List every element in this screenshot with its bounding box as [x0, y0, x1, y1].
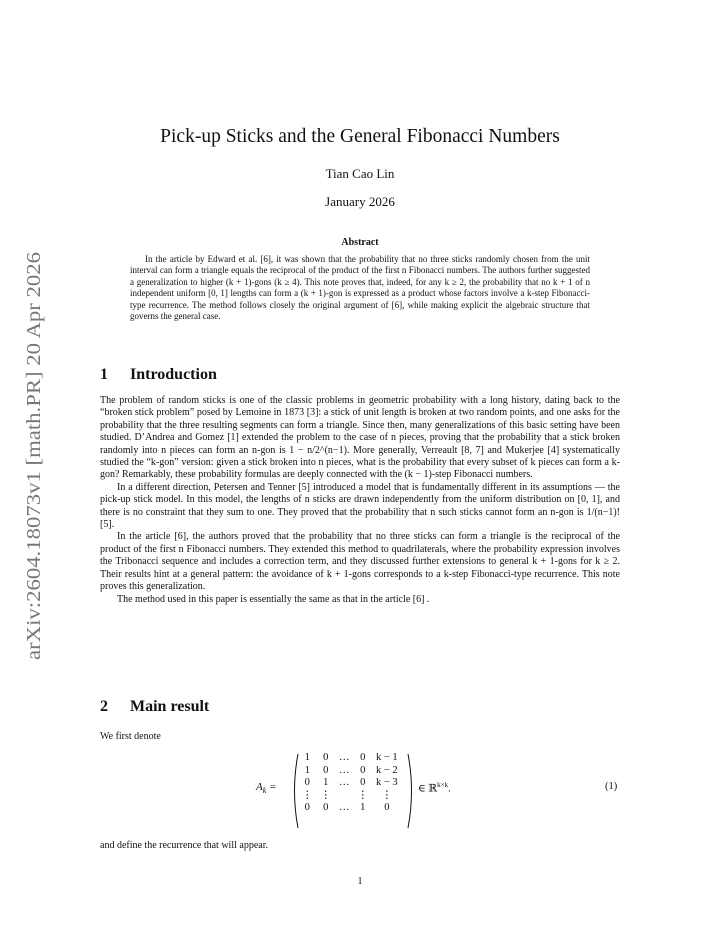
section-heading-main-result [100, 698, 209, 716]
denote-text: We first denote [100, 731, 161, 742]
intro-paragraph: In a different direction, Petersen and Tenner [5] introduced a model that is fundamentally different in its assumptions — the pick-up stick model. In this model, the lengths of n sticks are drawn independently from the uniform distribution on [0, 1], and there is no constraint that they sum to one. They proved that the probability that n such sticks cannot form an n-gon is 1/(n−1)! [5]. [100, 481, 620, 531]
matrix-cell: k − 2 [376, 764, 398, 776]
matrix-cell: 0 [304, 777, 310, 789]
matrix-cell: 0 [384, 802, 390, 814]
intro-paragraph: The problem of random sticks is one of the classic problems in geometric probability with a long history, dating back to the “broken stick problem” posed by Lemoine in 1873 [3]: a stick of unit length is broken at two random points, and one asks for the probability that the three resulting segments can form a triangle. Since then, many generalizations of this basic setting have been studied. D’Andrea and Gomez [1] extended the problem to the case of n pieces, proving that the probability that a stick broken randomly into n pieces can form an n-gon is 1 − n/2^(n−1). More generally, Verreault [8, 7] and Mukerjee [4] systematically studied the “k-gon” version: given a stick broken into n pieces, what is the probability that every subset of k pieces can form a k-gon? Remarkably, these probability formulas are deeply connected with the (k − 1)-step Fibonacci numbers. [100, 395, 620, 481]
abstract-heading: Abstract [341, 237, 379, 248]
matrix-cell: 0 [323, 802, 329, 814]
matrix-row [298, 765, 402, 778]
matrix-row [298, 790, 402, 803]
matrix-cell: 1 [304, 752, 310, 763]
intro-paragraph: In the article [6], the authors proved that the probability that no three sticks can form a triangle is the reciprocal of the product of the first n Fibonacci numbers. They extended this method to quadrilaterals, where the probability expression involves the Tribonacci sequence and includes a correction term, and they discussed further extensions to general k + 1-gons for k ≥ 2. Their results hint at a general pattern: the avoidance of k + 1-gons corresponds to a k-step Fibonacci-type recurrence. This note proves this generalization. [100, 531, 620, 593]
matrix-symbol: A [256, 781, 263, 793]
matrix-cell: ⋮ [320, 789, 331, 801]
matrix-cell: 0 [323, 764, 329, 776]
section-title: Introduction [130, 366, 217, 383]
author-name: Tian Cao Lin [325, 166, 395, 181]
introduction-body [100, 395, 620, 606]
abstract-body [130, 254, 590, 322]
matrix-cell: 0 [323, 752, 329, 763]
paper-title: Pick-up Sticks and the General Fibonacci Numbers [160, 126, 560, 147]
matrix-cell: 0 [304, 802, 310, 814]
matrix-cell: k − 1 [376, 752, 398, 763]
matrix-cell [335, 790, 354, 803]
abstract-text: In the article by Edward et al. [6], it was shown that the probability that no three sticks randomly chosen from the unit interval can form a triangle equals the reciprocal of the product of the first n Fibonacci numbers. The authors further suggested a generalization to higher (k + 1)-gons (k ≥ 4). This note proves that, indeed, for any k ≥ 2, the probability that no k + 1 of n independent uniform [0, 1] lengths can form a (k + 1)-gon is expressed as a product whose factors involve a k-step Fibonacci-type recurrence. The method follows closely the original argument of [6], while making explicit the algebraic structure that governs the general case. [130, 254, 590, 322]
matrix-subscript: k [262, 786, 267, 796]
equation-period: . [448, 783, 451, 795]
matrix-entries [298, 752, 402, 815]
matrix-row [298, 752, 402, 765]
arxiv-stamp [10, 250, 50, 660]
matrix-cell: ⋮ [357, 789, 368, 801]
paper-date: January 2026 [325, 194, 395, 209]
page-number: 1 [357, 876, 363, 887]
equation-rhs [418, 781, 451, 795]
section-number: 1 [100, 366, 108, 383]
matrix-cell: k − 3 [376, 777, 398, 789]
matrix-cell: 1 [360, 802, 366, 814]
matrix-cell: ⋮ [381, 789, 393, 801]
matrix-row [298, 802, 402, 815]
matrix-cell: 0 [360, 777, 366, 789]
equation-number: (1) [605, 781, 618, 792]
section-heading-introduction [100, 366, 217, 384]
matrix-cell: ⋮ [302, 789, 313, 801]
matrix-cell: … [339, 752, 350, 763]
matrix-cell: … [339, 764, 350, 776]
matrix-cell: 1 [304, 764, 310, 776]
arxiv-identifier: arXiv:2604.18073v1 [math.PR] 20 Apr 2026 [24, 310, 45, 660]
matrix [290, 752, 416, 830]
define-text: and define the recurrence that will appear. [100, 840, 268, 851]
matrix-cell: 0 [360, 764, 366, 776]
intro-paragraph: The method used in this paper is essentially the same as that in the article [6] . [117, 593, 430, 605]
matrix-cell: 1 [323, 777, 329, 789]
section-title: Main result [130, 698, 210, 715]
dimension-superscript: k×k [437, 781, 449, 789]
matrix-cell: … [339, 802, 350, 814]
equation-lhs: $A_k$ = [256, 781, 277, 796]
matrix-cell: … [339, 777, 350, 789]
section-number: 2 [100, 698, 108, 715]
set-membership: ∈ ℝ [418, 783, 438, 795]
matrix-cell: 0 [360, 752, 366, 763]
matrix-row [298, 777, 402, 790]
